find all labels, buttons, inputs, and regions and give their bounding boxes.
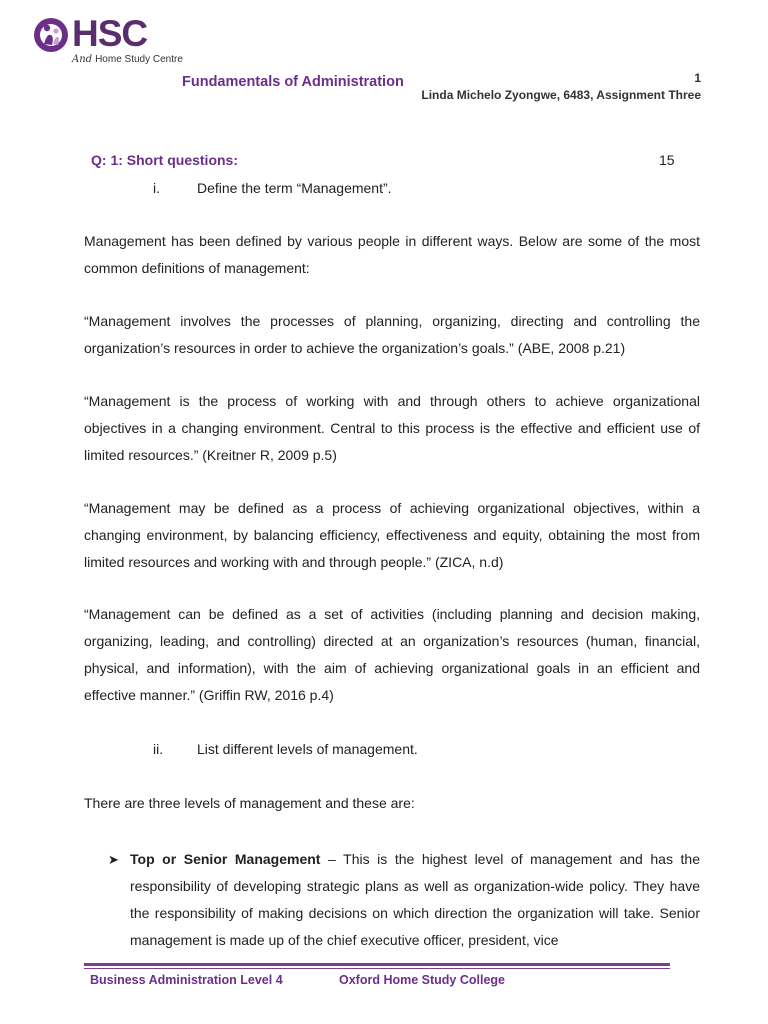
footer-divider-thin	[84, 968, 670, 969]
paragraph-intro: Management has been defined by various people in different ways. Below are some of the most common definitions of management:	[84, 233, 700, 276]
hsc-logo-mark-icon	[32, 16, 70, 54]
logo-text: HSC	[72, 13, 148, 54]
paragraph-definition-kreitner: “Management is the process of working with and through others to achieve organizational objectives in a changing environment. Central to this process is the effective and efficient use of limited resources.” (Kreitner R, 2009 p.5)	[84, 393, 700, 463]
logo-subtitle-text: Home Study Centre	[95, 54, 183, 65]
paragraph-definition-abe: “Management involves the processes of planning, organizing, directing and controlling the organization’s resources in order to achieve the organization’s goals.” (ABE, 2008 p.21)	[84, 313, 700, 356]
bullet-text	[130, 846, 700, 954]
question-marks: 15	[659, 152, 675, 168]
paragraph-levels-intro: There are three levels of management and these are:	[84, 795, 415, 811]
footer-divider	[84, 963, 670, 966]
question-item-text: List different levels of management.	[197, 741, 418, 757]
question-item-number: ii.	[153, 741, 164, 757]
question-item-number: i.	[153, 180, 160, 196]
question-heading: Q: 1: Short questions:	[91, 152, 238, 168]
paragraph-definition-zica: “Management may be defined as a process of achieving organizational objectives, within a changing environment, by balancing efficiency, effectiveness and equity, obtaining the most from limited resources and working with and through people.” (ZICA, n.d)	[84, 500, 700, 570]
document-title: Fundamentals of Administration	[182, 74, 404, 90]
bullet-description: – This is the highest level of management and has the responsibility of developing strategic plans as well as organization-wide policy. They have the responsibility of making decisions on which direction the organization will take. Senior management is made up of the chief executive officer, president, vice	[130, 851, 700, 948]
hsc-logo	[32, 14, 182, 70]
logo-ampersand: And	[72, 54, 93, 65]
page-number: 1	[694, 71, 701, 85]
footer-college: Oxford Home Study College	[339, 973, 505, 987]
logo-subtitle	[72, 54, 183, 66]
arrow-bullet-icon: ➤	[108, 852, 119, 867]
bullet-term: Top or Senior Management	[130, 851, 321, 867]
question-item-text: Define the term “Management”.	[197, 180, 392, 196]
author-line: Linda Michelo Zyongwe, 6483, Assignment Three	[421, 88, 701, 102]
footer-course: Business Administration Level 4	[90, 973, 283, 987]
paragraph-definition-griffin: “Management can be defined as a set of activities (including planning and decision making, organizing, leading, and controlling) directed at an organization’s resources (human, financial, physical, and information), with the aim of achieving organizational goals in an efficient and effective manner.” (Griffin RW, 2016 p.4)	[84, 606, 700, 703]
